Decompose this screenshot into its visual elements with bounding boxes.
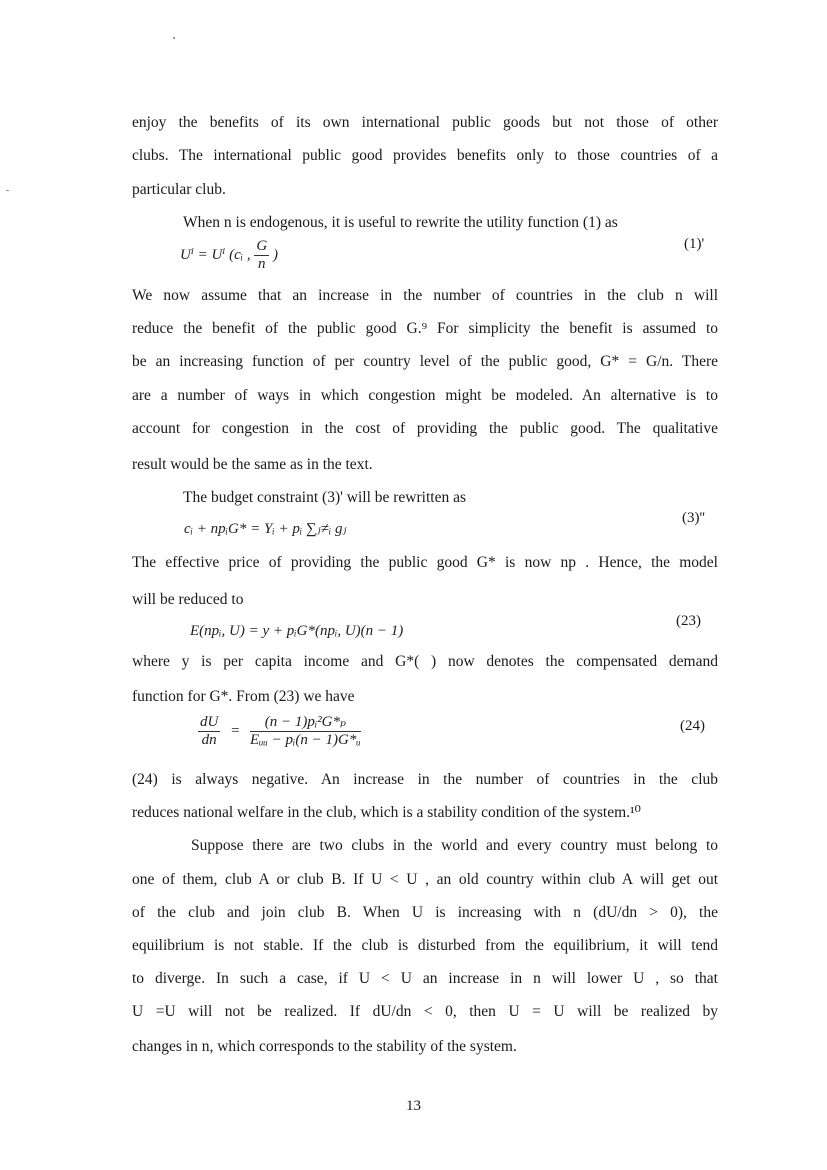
text-line: result would be the same as in the text. bbox=[132, 456, 373, 473]
equation-1-label: (1)' bbox=[684, 236, 705, 252]
text-line: Suppose there are two clubs in the world and every country must belong to bbox=[191, 837, 718, 854]
text-line: changes in n, which corresponds to the stability of the system. bbox=[132, 1038, 517, 1055]
equation-24-equals: = bbox=[230, 722, 241, 739]
text-line: The effective price of providing the public good G* is now np . Hence, the model bbox=[132, 554, 718, 571]
text-line: where y is per capita income and G*( ) now denotes the compensated demand bbox=[132, 653, 718, 670]
equation-1-denominator: n bbox=[258, 256, 266, 272]
text-line: one of them, club A or club B. If U < U , an old country within club A will get out bbox=[132, 871, 718, 888]
text-line: We now assume that an increase in the number of countries in the club n will bbox=[132, 287, 718, 304]
equation-24-rhs-numerator: (n − 1)pᵢ²G*ₚ bbox=[250, 714, 361, 732]
text-line: are a number of ways in which congestion might be modeled. An alternative is to bbox=[132, 387, 718, 404]
equation-24 bbox=[198, 714, 361, 749]
scan-mark bbox=[6, 190, 9, 191]
text-line: The budget constraint (3)' will be rewritten as bbox=[183, 489, 466, 506]
equation-24-rhs-fraction bbox=[250, 714, 361, 749]
text-line: equilibrium is not stable. If the club is disturbed from the equilibrium, it will tend bbox=[132, 937, 718, 954]
equation-23: E(npᵢ, U) = y + pᵢG*(npᵢ, U)(n − 1) bbox=[190, 623, 404, 639]
text-line: function for G*. From (23) we have bbox=[132, 688, 355, 705]
equation-3-label: (3)'' bbox=[682, 510, 705, 526]
equation-24-lhs-fraction bbox=[198, 714, 220, 749]
text-line: reduces national welfare in the club, which is a stability condition of the system.¹⁰ bbox=[132, 804, 641, 821]
equation-1-numerator: G bbox=[256, 238, 268, 254]
equation-1-rhs: ) bbox=[272, 246, 278, 263]
equation-24-lhs-numerator: dU bbox=[200, 714, 219, 730]
text-line: be an increasing function of per country level of the public good, G* = G/n. There bbox=[132, 353, 718, 370]
equation-1 bbox=[180, 238, 278, 273]
equation-24-rhs-denominator: Eᵤᵤ − pᵢ(n − 1)G*ᵤ bbox=[249, 732, 361, 748]
text-line: When n is endogenous, it is useful to rewrite the utility function (1) as bbox=[183, 214, 618, 231]
text-line: particular club. bbox=[132, 181, 226, 198]
text-line: account for congestion in the cost of providing the public good. The qualitative bbox=[132, 420, 718, 437]
scan-mark bbox=[173, 37, 175, 39]
page-number: 13 bbox=[406, 1098, 421, 1114]
text-line: U =U will not be realized. If dU/dn < 0, then U = U will be realized by bbox=[132, 1003, 718, 1020]
equation-1-lhs: Uⁱ = Uⁱ (cᵢ , bbox=[180, 246, 251, 263]
text-line: reduce the benefit of the public good G.⁹ For simplicity the benefit is assumed to bbox=[132, 320, 718, 337]
text-line: clubs. The international public good provides benefits only to those countries of a bbox=[132, 147, 718, 164]
text-line: (24) is always negative. An increase in the number of countries in the club bbox=[132, 771, 718, 788]
equation-1-fraction bbox=[254, 238, 269, 273]
equation-3: cᵢ + npᵢG* = Yᵢ + pᵢ ∑ⱼ≠ᵢ gⱼ bbox=[184, 521, 347, 537]
equation-24-lhs-denominator: dn bbox=[201, 732, 217, 748]
equation-24-label: (24) bbox=[680, 718, 705, 734]
equation-23-label: (23) bbox=[676, 613, 701, 629]
text-line: will be reduced to bbox=[132, 591, 244, 608]
text-line: of the club and join club B. When U is increasing with n (dU/dn > 0), the bbox=[132, 904, 718, 921]
text-line: to diverge. In such a case, if U < U an increase in n will lower U , so that bbox=[132, 970, 718, 987]
text-line: enjoy the benefits of its own international public goods but not those of other bbox=[132, 114, 718, 131]
